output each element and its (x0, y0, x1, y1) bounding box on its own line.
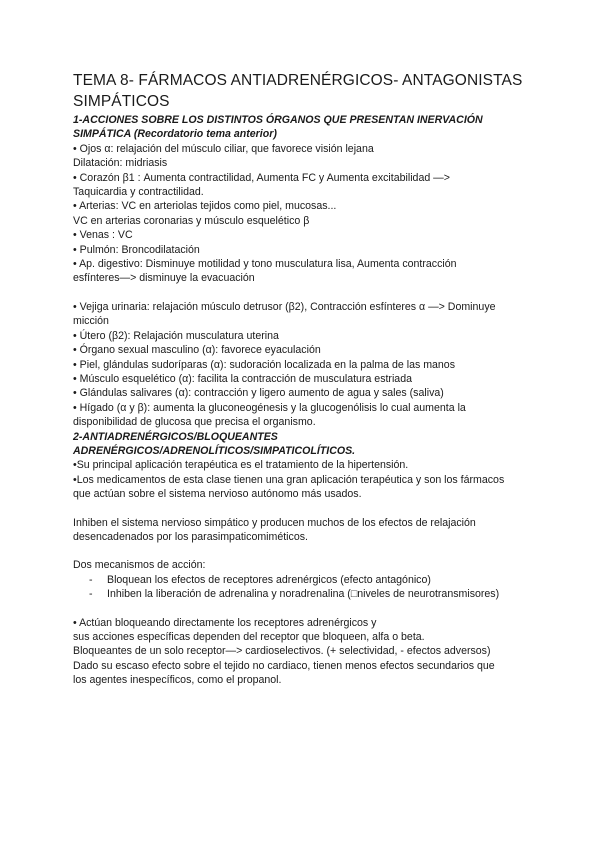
section1-list-b (73, 300, 553, 430)
text-line: • Arterias: VC en arteriolas tejidos como piel, mucosas... (73, 200, 337, 213)
section2-heading-line1: 2-ANTIADRENÉRGICOS/BLOQUEANTES (73, 430, 278, 443)
section2-final (73, 616, 553, 688)
text-line: disponibilidad de glucosa que precisa el organismo. (73, 416, 316, 429)
section1-heading-line1: 1-ACCIONES SOBRE LOS DISTINTOS ÓRGANOS QUE PRESENTAN INERVACIÓN (73, 114, 483, 126)
text-line: Taquicardia y contractilidad. (73, 186, 204, 199)
text-line: • Piel, glándulas sudoríparas (α): sudoración localizada en la palma de las manos (73, 358, 456, 371)
document-body (73, 113, 553, 688)
text-line: Dado su escaso efecto sobre el tejido no cardiaco, tienen menos efectos secundarios que (73, 659, 495, 672)
section1-heading-line2: SIMPÁTICA (Recordatorio tema anterior) (73, 128, 277, 141)
section2-list (73, 458, 553, 501)
text-line: micción (73, 315, 109, 328)
text-line: que actúan sobre el sistema nervioso autónomo más usados. (73, 488, 362, 501)
text-line: VC en arterias coronarias y músculo esquelético β (73, 214, 310, 227)
text-line: • Hígado (α y β): aumenta la gluconeogénesis y la glucogenólisis lo cual aumenta la (73, 401, 466, 414)
text-line: • Útero (β2): Relajación musculatura uterina (73, 329, 279, 342)
text-line: •Los medicamentos de esta clase tienen una gran aplicación terapéutica y son los fármacos (73, 473, 505, 486)
page-title: TEMA 8- FÁRMACOS ANTIADRENÉRGICOS- ANTAGONISTAS SIMPÁTICOS (73, 72, 523, 110)
text-line: • Órgano sexual masculino (α): favorece eyaculación (73, 344, 321, 357)
text-line: • Ap. digestivo: Disminuye motilidad y tono musculatura lisa, Aumenta contracción (73, 258, 457, 271)
text-line: • Músculo esquelético (α): facilita la contracción de musculatura estriada (73, 372, 412, 385)
text-line: sus acciones específicas dependen del receptor que bloqueen, alfa o beta. (73, 631, 425, 643)
mechanism-item: - Bloquean los efectos de receptores adrenérgicos (efecto antagónico) (89, 573, 431, 586)
spacer (73, 602, 553, 616)
text-line: • Glándulas salivares (α): contracción y ligero aumento de agua y sales (saliva) (73, 387, 444, 400)
text-line: • Actúan bloqueando directamente los receptores adrenérgicos y (73, 616, 377, 629)
text-line: • Ojos α: relajación del músculo ciliar, que favorece visión lejana (73, 142, 374, 155)
section1-list (73, 142, 553, 286)
spacer (73, 544, 553, 558)
spacer (73, 286, 553, 300)
mechanisms-intro: Dos mecanismos de acción: (73, 559, 206, 572)
text-line: • Venas : VC (73, 229, 133, 242)
text-line: desencadenados por los parasimpaticomiméticos. (73, 530, 308, 543)
mechanism-item: - Inhiben la liberación de adrenalina y noradrenalina (□niveles de neurotransmisores) (89, 588, 500, 601)
text-line: • Vejiga urinaria: relajación músculo detrusor (β2), Contracción esfínteres α —> Dominuye (73, 300, 496, 313)
text-line: • Corazón β1 : Aumenta contractilidad, Aumenta FC y Aumenta excitabilidad —> (73, 171, 450, 184)
text-line: esfínteres—> disminuye la evacuación (73, 272, 255, 285)
text-line: Inhiben el sistema nervioso simpático y producen muchos de los efectos de relajación (73, 516, 476, 529)
text-line: • Pulmón: Broncodilatación (73, 243, 200, 256)
mechanism-text: Bloquean los efectos de receptores adrenérgicos (efecto antagónico) (107, 573, 431, 586)
section2-paragraph (73, 516, 553, 545)
text-line: Dilatación: midriasis (73, 157, 168, 170)
mechanism-text: Inhiben la liberación de adrenalina y noradrenalina (□niveles de neurotransmisores) (107, 588, 500, 601)
text-line: •Su principal aplicación terapéutica es el tratamiento de la hipertensión. (73, 459, 409, 472)
spacer (73, 502, 553, 516)
section2-heading-line2: ADRENÉRGICOS/ADRENOLÍTICOS/SIMPATICOLÍTICOS. (73, 444, 356, 457)
text-line: los agentes inespecíficos, como el propanol. (73, 674, 282, 687)
text-line: Bloqueantes de un solo receptor—> cardioselectivos. (+ selectividad, - efectos adversos) (73, 645, 491, 658)
